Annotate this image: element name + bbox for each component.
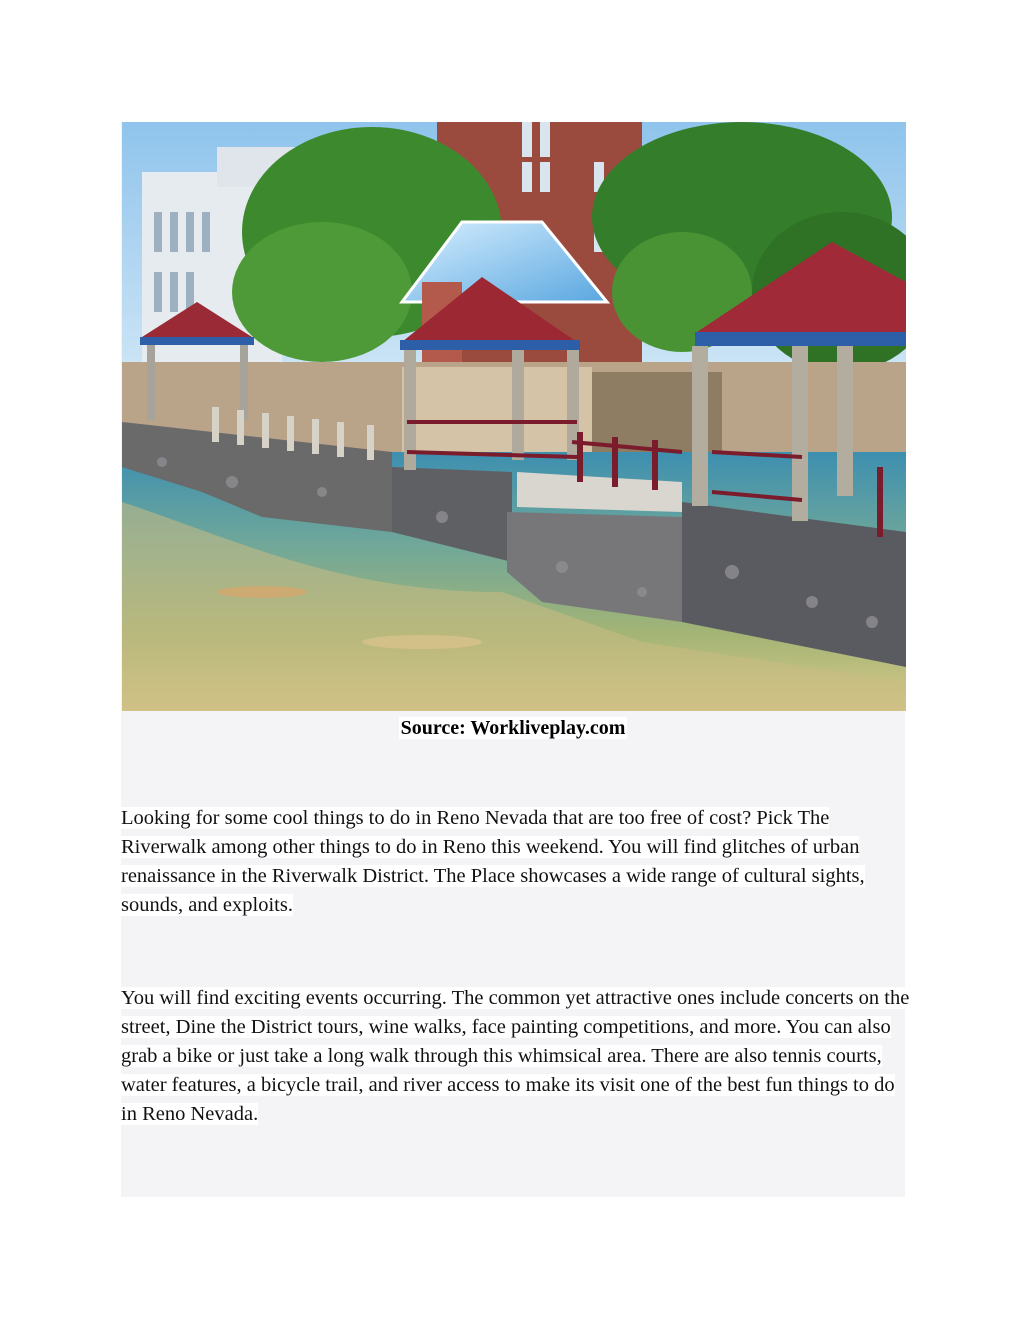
image-caption-text: Source: Workliveplay.com <box>400 717 626 739</box>
riverwalk-photo <box>122 122 906 711</box>
paragraph-riverwalk-events <box>121 984 911 1129</box>
image-caption <box>121 714 905 742</box>
paragraph-riverwalk-intro <box>121 804 911 920</box>
paragraph-riverwalk-intro-text: Looking for some cool things to do in Reno Nevada that are too free of cost? Pick The Riverwalk among other things to do in Reno this weekend. You will find glitches of urban renaissance in the Riverwalk District. The Place showcases a wide range of cultural sights, sounds, and exploits. <box>121 807 865 916</box>
paragraph-riverwalk-events-text: You will find exciting events occurring. The common yet attractive ones include concerts on the street, Dine the District tours, wine walks, face painting competitions, and more. You can also grab a bike or just take a long walk through this whimsical area. There are also tennis courts, water features, a bicycle trail, and river access to make its visit one of the best fun things to do in Reno Nevada. <box>121 987 910 1125</box>
